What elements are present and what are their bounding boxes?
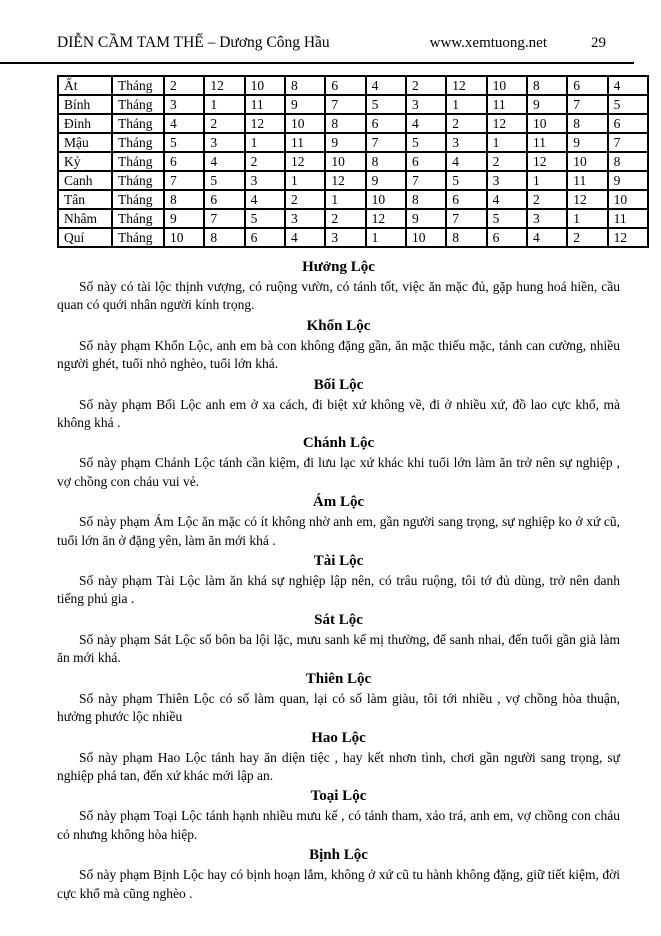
section-paragraph: Số này phạm Chánh Lộc tánh cần kiệm, đi lưu lạc xứ khác khi tuổi lớn làm ăn trở nên sự nghiệp , vợ chồng con cháu vui vẻ. <box>57 455 620 489</box>
month-value-cell: 4 <box>446 152 486 171</box>
section-heading: Chánh Lộc <box>302 435 375 452</box>
website-url: www.xemtuong.net <box>429 35 547 51</box>
table-row <box>58 190 648 209</box>
stem-cell: Ất <box>58 76 112 95</box>
month-label-cell: Tháng <box>112 95 164 114</box>
section-paragraph: Số này phạm Ám Lộc ăn mặc có ít không nhờ anh em, gần người sang trọng, sự nghiệp ko ở xứ cũ, tuổi lớn ăn ở đặng yên, làm ăn mới khá . <box>57 514 620 548</box>
section-paragraph: Số này phạm Bối Lộc anh em ở xa cách, đi biệt xứ không về, đi ở nhiều xứ, đồ lao cực khổ, mà không khá . <box>57 396 620 431</box>
month-value-cell: 6 <box>164 152 204 171</box>
table-row <box>58 114 648 133</box>
month-value-cell: 3 <box>446 133 486 152</box>
month-value-cell: 11 <box>567 171 607 190</box>
month-value-cell: 6 <box>487 228 527 247</box>
month-value-cell: 10 <box>487 76 527 95</box>
month-value-cell: 11 <box>527 133 567 152</box>
month-value-cell: 10 <box>245 76 285 95</box>
month-value-cell: 1 <box>245 133 285 152</box>
month-value-cell: 10 <box>285 114 325 133</box>
month-value-cell: 9 <box>406 209 446 228</box>
section-heading: Hưởng Lộc <box>302 259 375 275</box>
month-value-cell: 7 <box>204 209 244 228</box>
month-value-cell: 12 <box>527 152 567 171</box>
month-value-cell: 12 <box>487 114 527 133</box>
month-value-cell: 2 <box>567 228 607 247</box>
month-value-cell: 11 <box>285 133 325 152</box>
month-value-cell: 2 <box>527 190 567 209</box>
month-value-cell: 8 <box>567 114 607 133</box>
month-label-cell: Tháng <box>112 133 164 152</box>
month-value-cell: 11 <box>245 95 285 114</box>
month-value-cell: 9 <box>325 133 365 152</box>
month-value-cell: 4 <box>245 190 285 209</box>
section-heading: Hao Lộc <box>311 729 366 746</box>
month-value-cell: 5 <box>406 133 446 152</box>
month-value-cell: 2 <box>406 76 446 95</box>
section-heading: Bối Lộc <box>313 376 364 393</box>
section-paragraph: Số này phạm Thiên Lộc có số làm quan, lại có số làm giàu, tôi tới nhiều , vợ chồng hòa thuận, hưởng phước lộc nhiều <box>57 690 620 725</box>
month-value-cell: 12 <box>366 209 406 228</box>
month-label-cell: Tháng <box>112 76 164 95</box>
table-row <box>58 152 648 171</box>
month-value-cell: 3 <box>325 228 365 247</box>
month-value-cell: 6 <box>608 114 648 133</box>
section-paragraph: Số này phạm Bịnh Lộc hay có bịnh hoạn lắm, không ở xứ cũ tu hành không đặng, giữ tiết kiệm, đời cực khổ mà cũng nghèo . <box>57 867 620 901</box>
stem-cell: Quí <box>58 228 112 247</box>
table-row <box>58 209 648 228</box>
month-value-cell: 8 <box>608 152 648 171</box>
month-value-cell: 7 <box>608 133 648 152</box>
month-value-cell: 1 <box>446 95 486 114</box>
section-paragraph: Số này phạm Tài Lộc làm ăn khá sự nghiệp lập nên, có trâu ruộng, tôi tớ đủ dùng, trở nên danh tiếng phú gia . <box>57 573 620 607</box>
month-value-cell: 3 <box>487 171 527 190</box>
month-value-cell: 12 <box>608 228 648 247</box>
table-row <box>58 95 648 114</box>
month-value-cell: 3 <box>527 209 567 228</box>
section-heading: Sát Lộc <box>314 611 363 628</box>
month-value-cell: 2 <box>446 114 486 133</box>
month-value-cell: 8 <box>406 190 446 209</box>
month-value-cell: 12 <box>567 190 607 209</box>
month-value-cell: 4 <box>487 190 527 209</box>
month-value-cell: 7 <box>446 209 486 228</box>
month-value-cell: 12 <box>325 171 365 190</box>
month-value-cell: 12 <box>285 152 325 171</box>
month-value-cell: 5 <box>164 133 204 152</box>
month-value-cell: 5 <box>608 95 648 114</box>
month-value-cell: 9 <box>366 171 406 190</box>
month-value-cell: 12 <box>245 114 285 133</box>
month-value-cell: 5 <box>487 209 527 228</box>
month-value-cell: 3 <box>245 171 285 190</box>
month-label-cell: Tháng <box>112 152 164 171</box>
stem-cell: Đinh <box>58 114 112 133</box>
month-value-cell: 4 <box>285 228 325 247</box>
section-heading: Thiên Lộc <box>305 670 372 687</box>
month-value-cell: 7 <box>164 171 204 190</box>
month-value-cell: 10 <box>325 152 365 171</box>
month-value-cell: 5 <box>204 171 244 190</box>
table-row <box>58 228 648 247</box>
month-value-cell: 1 <box>487 133 527 152</box>
month-value-cell: 3 <box>285 209 325 228</box>
month-value-cell: 6 <box>245 228 285 247</box>
stem-cell: Nhâm <box>58 209 112 228</box>
month-value-cell: 6 <box>204 190 244 209</box>
month-value-cell: 11 <box>608 209 648 228</box>
month-value-cell: 4 <box>164 114 204 133</box>
month-value-cell: 12 <box>446 76 486 95</box>
month-value-cell: 9 <box>527 95 567 114</box>
sections-container <box>57 258 620 903</box>
section-paragraph: Số này có tài lộc thịnh vượng, có ruộng vườn, có tánh tốt, việc ăn mặc đủ, gặp hung hoá hiền, cầu quan có quới nhân người kính trọng. <box>57 279 620 313</box>
section-heading: Khổn Lộc <box>306 317 371 334</box>
month-value-cell: 7 <box>567 95 607 114</box>
month-value-cell: 9 <box>164 209 204 228</box>
month-value-cell: 10 <box>366 190 406 209</box>
month-value-cell: 6 <box>567 76 607 95</box>
month-value-cell: 10 <box>567 152 607 171</box>
stem-month-table <box>57 75 649 248</box>
month-value-cell: 7 <box>406 171 446 190</box>
month-value-cell: 2 <box>325 209 365 228</box>
document-title: DIỄN CẦM TAM THẾ – Dương Công Hầu <box>57 34 330 51</box>
stem-cell: Kỷ <box>58 152 112 171</box>
month-value-cell: 1 <box>204 95 244 114</box>
month-value-cell: 6 <box>446 190 486 209</box>
month-value-cell: 9 <box>567 133 607 152</box>
month-value-cell: 2 <box>164 76 204 95</box>
section-heading: Toại Lộc <box>310 788 367 805</box>
section-paragraph: Số này phạm Sát Lộc số bôn ba lội lặc, mưu sanh kế mị thường, để sanh nhai, đến tuổi gần già làm ăn mới khá. <box>57 631 620 666</box>
month-value-cell: 7 <box>366 133 406 152</box>
month-value-cell: 6 <box>406 152 446 171</box>
month-value-cell: 1 <box>527 171 567 190</box>
section-heading: Bịnh Lộc <box>309 847 368 864</box>
page-number: 29 <box>591 35 606 51</box>
month-value-cell: 3 <box>204 133 244 152</box>
month-value-cell: 6 <box>325 76 365 95</box>
section-paragraph: Số này phạm Toại Lộc tánh hạnh nhiều mưu kế , có tánh tham, xảo trá, anh em, vợ chồng con cháu có nhưng không hòa hiệp. <box>57 808 620 842</box>
month-value-cell: 1 <box>285 171 325 190</box>
stem-cell: Bính <box>58 95 112 114</box>
table-row <box>58 133 648 152</box>
month-value-cell: 11 <box>487 95 527 114</box>
month-value-cell: 2 <box>487 152 527 171</box>
table-row <box>58 171 648 190</box>
table-row <box>58 76 648 95</box>
month-label-cell: Tháng <box>112 171 164 190</box>
month-value-cell: 3 <box>406 95 446 114</box>
stem-cell: Mậu <box>58 133 112 152</box>
month-label-cell: Tháng <box>112 114 164 133</box>
month-value-cell: 4 <box>527 228 567 247</box>
month-label-cell: Tháng <box>112 228 164 247</box>
month-value-cell: 1 <box>366 228 406 247</box>
month-value-cell: 2 <box>285 190 325 209</box>
month-value-cell: 8 <box>527 76 567 95</box>
month-value-cell: 3 <box>164 95 204 114</box>
header-right <box>430 35 606 52</box>
month-value-cell: 2 <box>204 114 244 133</box>
section-heading: Tài Lộc <box>313 553 364 570</box>
month-value-cell: 9 <box>608 171 648 190</box>
month-value-cell: 5 <box>245 209 285 228</box>
section-paragraph: Số này phạm Hao Lộc tánh hay ăn diện tiệc , hay kết nhơn tình, chơi gần người sang trọng, sự nghiệp phá tan, đến xứ khác mới lập an. <box>57 749 620 783</box>
stem-cell: Canh <box>58 171 112 190</box>
month-value-cell: 12 <box>204 76 244 95</box>
stem-month-table-body <box>58 76 648 247</box>
month-value-cell: 10 <box>527 114 567 133</box>
month-value-cell: 4 <box>366 76 406 95</box>
month-value-cell: 8 <box>366 152 406 171</box>
month-value-cell: 6 <box>366 114 406 133</box>
month-value-cell: 1 <box>567 209 607 228</box>
month-value-cell: 7 <box>325 95 365 114</box>
section-paragraph: Số này phạm Khổn Lộc, anh em bà con không đặng gần, ăn mặc thiếu mặc, tánh can cường, nhiều người ghét, tuổi nhỏ nghèo, tuổi lớn khá. <box>57 337 620 372</box>
month-value-cell: 8 <box>204 228 244 247</box>
page-header <box>0 0 634 64</box>
month-value-cell: 9 <box>285 95 325 114</box>
month-value-cell: 8 <box>164 190 204 209</box>
month-value-cell: 8 <box>325 114 365 133</box>
month-value-cell: 8 <box>446 228 486 247</box>
month-value-cell: 5 <box>366 95 406 114</box>
month-label-cell: Tháng <box>112 190 164 209</box>
month-label-cell: Tháng <box>112 209 164 228</box>
section-heading: Ám Lộc <box>312 494 365 511</box>
month-value-cell: 1 <box>325 190 365 209</box>
month-value-cell: 8 <box>285 76 325 95</box>
month-value-cell: 4 <box>204 152 244 171</box>
month-value-cell: 5 <box>446 171 486 190</box>
month-value-cell: 4 <box>406 114 446 133</box>
stem-cell: Tân <box>58 190 112 209</box>
month-value-cell: 2 <box>245 152 285 171</box>
month-value-cell: 10 <box>608 190 648 209</box>
month-value-cell: 4 <box>608 76 648 95</box>
month-value-cell: 10 <box>164 228 204 247</box>
month-value-cell: 10 <box>406 228 446 247</box>
